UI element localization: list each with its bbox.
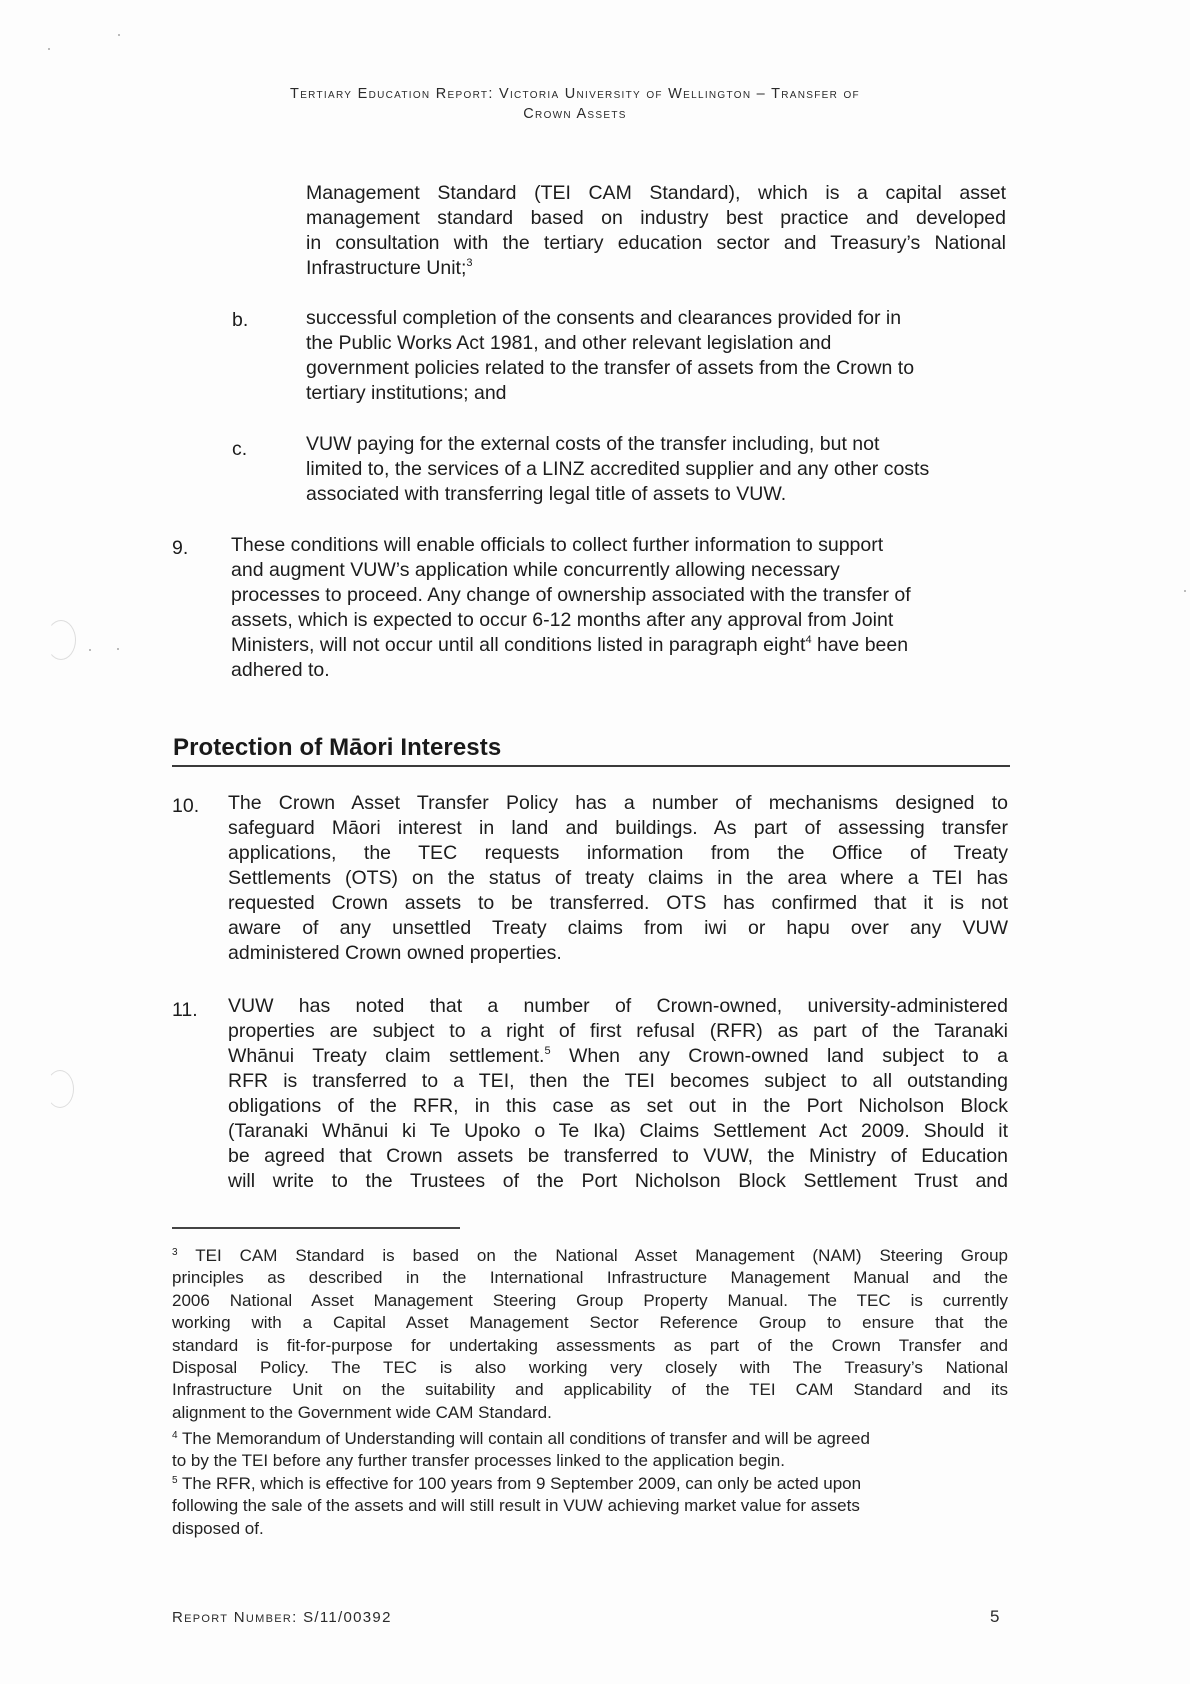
running-header	[150, 84, 1000, 124]
section-heading: Protection of Māori Interests	[173, 734, 502, 761]
footnote-ref-5[interactable]: 5	[544, 1045, 551, 1057]
paragraph-number: 9.	[172, 537, 189, 559]
scan-speck	[89, 649, 91, 651]
page-number: 5	[990, 1607, 1000, 1626]
footnote-ref-3[interactable]: 3	[466, 257, 473, 269]
scan-speck	[1184, 590, 1186, 592]
footnote-marker: 5	[172, 1475, 178, 1486]
footnote-4: $^4$ The Memorandum of Understanding will contain all conditions of transfer and will be agreed to by the TEI before any further transfer processes linked to the application begin.	[172, 1429, 870, 1471]
paragraph-number: 10.	[172, 795, 200, 817]
footnote-ref-4[interactable]: 4	[805, 634, 812, 646]
running-header-line-1: Tertiary Education Report: Victoria University of Wellington – Transfer of	[290, 86, 860, 102]
list-item-b: successful completion of the consents and clearances provided for in the Public Works Act 1981, and other relevant legislation and government policies related to the transfer of assets from the Crown to tertiary institutions; and	[306, 307, 915, 404]
list-item-a-continuation: Management Standard (TEI CAM Standard), which is a capital asset management standard based on industry best practice and developed in consultation with the tertiary education sector and Treasury’s National Infrastructure Unit;$^3$	[306, 182, 1006, 279]
footnote-marker: 4	[172, 1430, 178, 1441]
scan-speck	[117, 648, 119, 650]
running-header-line-2: Crown Assets	[523, 106, 627, 122]
footnote-3: $^3$ TEI CAM Standard is based on the National Asset Management (NAM) Steering Group principles as described in the International Infrastructure Management Manual and the 2006 National Asset Management Steering Group Property Manual. The TEC is currently working with a Capital Asset Management Sector Reference Group to ensure that the standard is fit-for-purpose for undertaking assessments as part of the Crown Transfer and Disposal Policy. The TEC is also working very closely with The Treasury’s National Infrastructure Unit on the suitability and applicability of the TEI CAM Standard and its alignment to the Government wide CAM Standard.	[172, 1246, 1008, 1422]
scan-speck	[48, 48, 50, 50]
footnote-marker: 3	[172, 1247, 178, 1258]
list-item-label: c.	[232, 438, 248, 460]
list-item-label: b.	[232, 309, 249, 331]
report-number: Report Number: S/11/00392	[172, 1609, 392, 1626]
footnote-separator	[172, 1227, 460, 1229]
paragraph-10: The Crown Asset Transfer Policy has a number of mechanisms designed to safeguard Māori interest in land and buildings. As part of assessing transfer applications, the TEC requests information from the Office of Treaty Settlements (OTS) on the status of treaty claims in the area where a TEI has requested Crown assets to be transferred. OTS has confirmed that it is not aware of any unsettled Treaty claims from iwi or hapu over any VUW administered Crown owned properties.	[228, 792, 1008, 964]
list-item-c: VUW paying for the external costs of the transfer including, but not limited to, the services of a LINZ accredited supplier and any other costs associated with transferring legal title of assets to VUW.	[306, 433, 930, 505]
footnote-5: $^5$ The RFR, which is effective for 100 years from 9 September 2009, can only be acted upon following the sale of the assets and will still result in VUW achieving market value for assets disposed of.	[172, 1474, 862, 1538]
paragraph-11: VUW has noted that a number of Crown-owned, university-administered properties are subject to a right of first refusal (RFR) as part of the Taranaki Whānui Treaty claim settlement.$^5$ When any Crown-owned land subject to a RFR is transferred to a TEI, then the TEI becomes subject to all outstanding obligations of the RFR, in this case as set out in the Port Nicholson Block (Taranaki Whānui ki Te Upoko o Te Ika) Claims Settlement Act 2009. Should it be agreed that Crown assets be transferred to VUW, the Ministry of Education will write to the Trustees of the Port Nicholson Block Settlement Trust and	[228, 995, 1009, 1192]
paragraph-9: These conditions will enable officials to collect further information to support and augment VUW’s application while concurrently allowing necessary processes to proceed. Any change of ownership associated with the transfer of assets, which is expected to occur 6-12 months after any approval from Joint Ministers, will not occur until all conditions listed in paragraph eight$^4$ have been adhered to.	[231, 534, 911, 681]
heading-underline	[172, 765, 1010, 767]
scan-speck	[118, 34, 120, 36]
punch-hole-artifact	[46, 1070, 74, 1108]
punch-hole-artifact	[46, 620, 76, 660]
paragraph-number: 11.	[172, 999, 198, 1021]
